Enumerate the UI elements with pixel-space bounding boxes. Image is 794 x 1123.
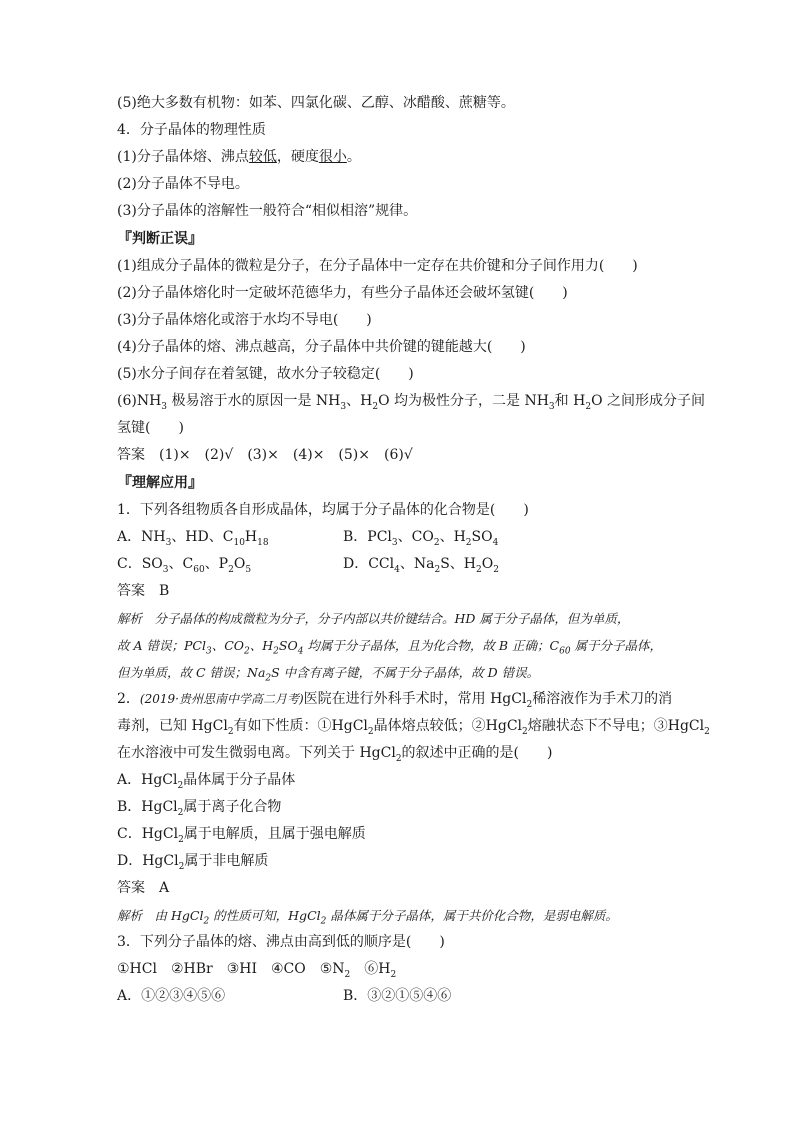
question-2-stem: 毒剂，已知 HgCl$_2$有如下性质：①HgCl$_2$晶体熔点较低；②HgCl$_2$熔融状态下不导电；③HgCl$_2$ <box>117 718 710 737</box>
question-1-answer: 答案 B <box>117 583 170 599</box>
text-line: (1)分子晶体熔、沸点较低，硬度很小。 <box>117 149 361 165</box>
judge-item: (5)水分子间存在着氢键，故水分子较稳定( ) <box>117 366 414 382</box>
question-1-explanation: 解析 分子晶体的构成微粒为分子，分子内部以共价键结合。HD 属于分子晶体，但为单质， <box>117 611 630 626</box>
option-c: C．HgCl$_2$属于电解质，且属于强电解质 <box>117 826 366 845</box>
question-2-explanation: 解析 由 HgCl$_2$ 的性质可知，HgCl$_2$ 晶体属于分子晶体，属于共价化合物，是弱电解质。 <box>117 908 618 927</box>
question-1-stem: 1．下列各组物质各自形成晶体，均属于分子晶体的化合物是( ) <box>117 502 529 518</box>
judge-answer: 答案 (1)× (2)√ (3)× (4)× (5)× (6)√ <box>117 447 413 463</box>
judge-item: (2)分子晶体熔化时一定破坏范德华力，有些分子晶体还会破坏氢键( ) <box>117 285 568 301</box>
judge-item: (1)组成分子晶体的微粒是分子，在分子晶体中一定存在共价键和分子间作用力( ) <box>117 258 638 274</box>
option-d: D．HgCl$_2$属于非电解质 <box>117 853 269 872</box>
option-b: B．PCl$_3$、$CO_2$、$H_2SO_4$ <box>343 529 499 548</box>
question-1-explanation: 但为单质，故 C 错误；$Na_2S$ 中含有离子键，不属于分子晶体，故 D 错误。 <box>117 665 540 684</box>
apply-section-title: 『理解应用』 <box>117 473 204 491</box>
question-3-items: ①HCl ②HBr ③HI ④CO $⑤N_2$ $⑥H_2$ <box>117 961 397 980</box>
question-3-stem: 3．下列分子晶体的熔、沸点由高到低的顺序是( ) <box>117 934 445 950</box>
section-heading: 4．分子晶体的物理性质 <box>117 122 266 138</box>
option-a: A．$NH_3$、HD、$C_{10}H_{18}$ <box>117 529 269 548</box>
judge-item: $(6)NH_3$ 极易溶于水的原因一是 $NH_3$、$H_2O$ 均为极性分子，二是 $NH_3$和 $H_2O$ 之间形成分子间 <box>117 393 705 412</box>
option-c: C．$SO_3$、$C_{60}$、$P_2O_5$ <box>117 556 252 575</box>
question-2-stem: 在水溶液中可发生微弱电离。下列关于 HgCl$_2$的叙述中正确的是( ) <box>117 745 553 764</box>
document-page <box>117 90 710 1010</box>
option-a: A．①②③④⑤⑥ <box>117 988 226 1004</box>
option-a: A．HgCl$_2$晶体属于分子晶体 <box>117 772 296 791</box>
text-line: (3)分子晶体的溶解性一般符合“相似相溶”规律。 <box>117 203 418 219</box>
judge-item: (4)分子晶体的熔、沸点越高，分子晶体中共价键的键能越大( ) <box>117 339 526 355</box>
option-b: B．HgCl$_2$属于离子化合物 <box>117 799 282 818</box>
judge-item-cont: 氢键( ) <box>117 420 184 436</box>
text-line: (2)分子晶体不导电。 <box>117 176 249 192</box>
question-2-stem: 2．(2019·贵州思南中学高二月考)医院在进行外科手术时，常用 HgCl$_2$稀溶液作为手术刀的消 <box>117 691 673 710</box>
judge-item: (3)分子晶体熔化或溶于水均不导电( ) <box>117 312 372 328</box>
question-2-answer: 答案 A <box>117 880 170 896</box>
judge-section-title: 『判断正误』 <box>117 229 204 247</box>
text-line: (5)绝大多数有机物：如苯、四氯化碳、乙醇、冰醋酸、蔗糖等。 <box>117 95 515 111</box>
option-d: D．CCl$_4$、$Na_2S$、$H_2O_2$ <box>343 556 499 575</box>
question-1-explanation: 故 A 错误；PCl$_3$、$CO_2$、$H_2SO_4$ 均属于分子晶体，且为化合物，故 B 正确；$C_{60}$ 属于分子晶体， <box>117 638 663 657</box>
option-b: B．③②①⑤④⑥ <box>343 988 452 1004</box>
